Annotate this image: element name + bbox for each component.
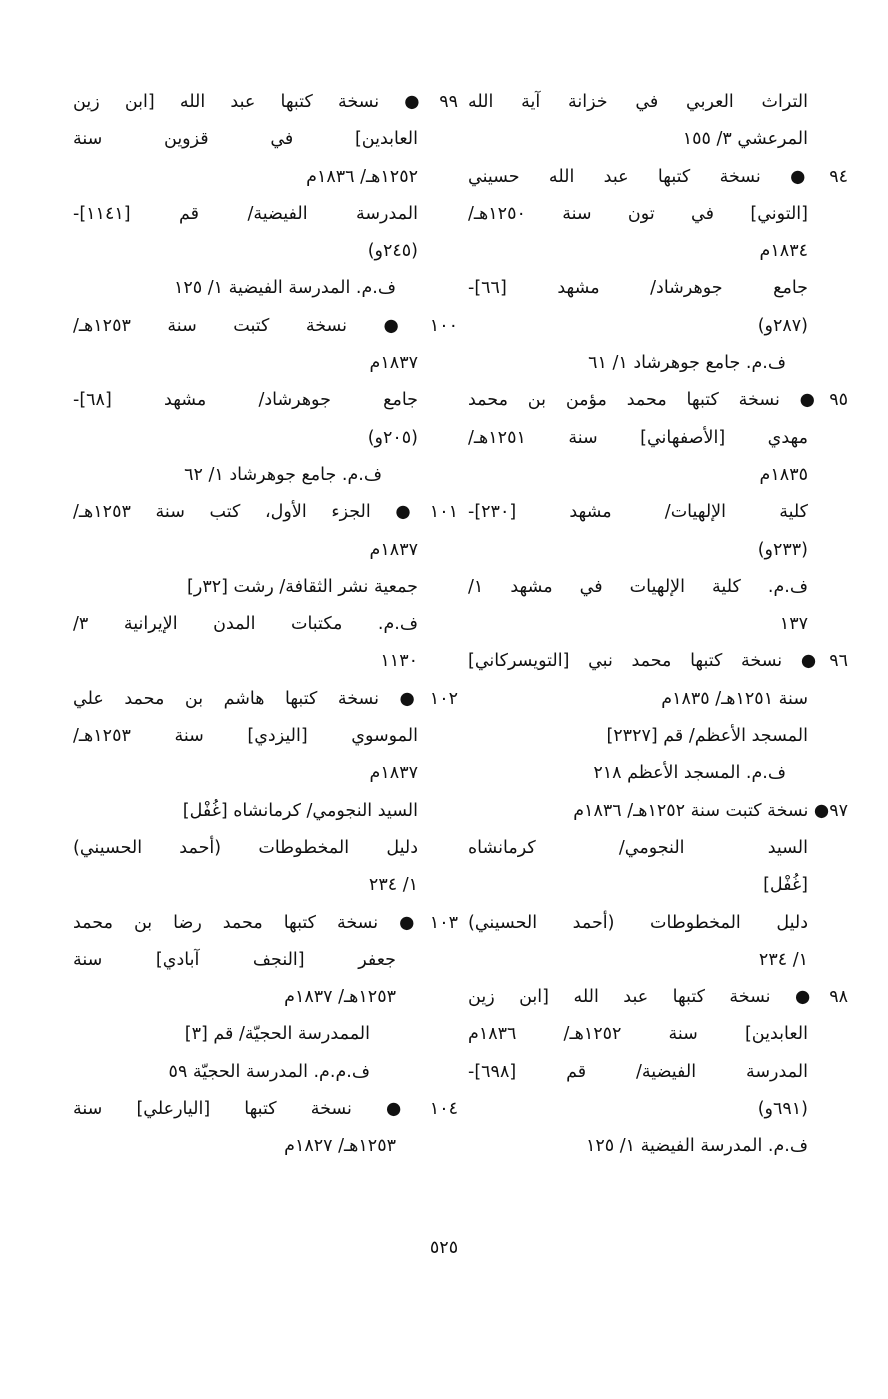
text-line: مهدي [الأصفهاني] سنة ١٢٥١هـ/ [468,427,808,448]
text-line: ١٣٧ [779,614,808,635]
text-line: التراث العربي في خزانة آية الله [468,92,808,112]
text-line: جعفر [النجف آبادي] سنة [73,949,396,970]
entry-heading: ٩٧● نسخة كتبت سنة ١٢٥٢هـ/ ١٨٣٦م [573,800,848,821]
location-line: السيد النجومي/ كرمانشاه [468,837,808,858]
reference-line: دليل المخطوطات (أحمد الحسيني) [73,837,418,858]
left-column [73,84,458,1166]
text-line: [غُفْل] [763,875,808,896]
entry-heading: ١٠٣● نسخة كتبها محمد رضا بن محمد [73,912,458,933]
location-line: جمعية نشر الثقافة/ رشت [٣٢ر] [187,576,418,597]
text-line: ١١٣٠ [380,651,418,672]
text-line: ١٨٣٥م [759,464,808,485]
text-line: (٢٠٥و) [367,427,418,448]
reference-line: ف.م. المسجد الأعظم ٢١٨ [593,763,786,784]
location-line: المسجد الأعظم/ قم [٢٣٢٧] [606,726,808,747]
reference-line: ف.م. المدرسة الفيضية ١/ ١٢٥ [585,1136,808,1157]
text-line: العابدين] سنة ١٢٥٢هـ/ ١٨٣٦م [468,1024,808,1045]
reference-line: ف.م. مكتبات المدن الإيرانية ٣/ [73,614,418,635]
location-line: السيد النجومي/ كرمانشاه [غُفْل] [182,800,418,821]
text-line: ١/ ٢٣٤ [758,949,808,970]
location-line: كلية الإلهيات/ مشهد [٢٣٠]- [468,502,808,523]
text-line: (٢٣٣و) [757,539,808,560]
entry-heading: ١٠٤● نسخة كتبها [اليارعلي] سنة [73,1099,458,1120]
reference-line: ف.م. المدرسة الفيضية ١/ ١٢٥ [173,278,396,299]
text-line: سنة ١٢٥١هـ/ ١٨٣٥م [661,688,808,709]
entry-heading: ٩٨● نسخة كتبها عبد الله [ابن زين [468,987,848,1008]
text-line: ١٨٣٧م [369,353,418,374]
reference-line: ف.م. جامع جوهرشاد ١/ ٦٢ [184,464,382,485]
location-line: المدرسة الفيضية/ قم [٦٩٨]- [468,1061,808,1082]
text-line: ١٢٥٢هـ/ ١٨٣٦م [306,166,418,187]
text-line: ١٨٣٤م [759,241,808,262]
text-line: ١٨٣٧م [369,763,418,784]
location-line: جامع جوهرشاد/ مشهد [٦٦]- [468,278,808,299]
reference-line: ف.م.م. المدرسة الحجيّة ٥٩ [168,1061,370,1082]
text-line: المرعشي ٣/ ١٥٥ [682,129,808,150]
text-line: ١٢٥٣هـ/ ١٨٢٧م [284,1136,396,1157]
reference-line: دليل المخطوطات (أحمد الحسيني) [468,912,808,933]
text-line: ١٢٥٣هـ/ ١٨٣٧م [284,987,396,1008]
text-line: ١٨٣٧م [369,539,418,560]
page-number: ٥٢٥ [429,1238,459,1258]
entry-heading: ١٠١● الجزء الأول، كتب سنة ١٢٥٣هـ/ [73,502,458,523]
entry-heading: ٩٩● نسخة كتبها عبد الله [ابن زين [73,92,458,112]
reference-line: ف.م. كلية الإلهيات في مشهد ١/ [468,576,808,597]
entry-heading: ٩٦● نسخة كتبها محمد نبي [التويسركاني] [468,651,848,672]
location-line: الممدرسة الحجيّة/ قم [٣] [184,1024,370,1045]
entry-heading: ٩٤● نسخة كتبها عبد الله حسيني [468,166,848,187]
text-line: الموسوي [اليزدي] سنة ١٢٥٣هـ/ [73,726,418,747]
entry-heading: ١٠٠● نسخة كتبت سنة ١٢٥٣هـ/ [73,315,458,336]
text-line: (٢٨٧و) [757,315,808,336]
entry-heading: ٩٥● نسخة كتبها محمد مؤمن بن محمد [468,390,848,411]
text-line: العابدين] في قزوين سنة [73,129,418,150]
entry-heading: ١٠٢● نسخة كتبها هاشم بن محمد علي [73,688,458,709]
text-line: (٢٤٥و) [367,241,418,262]
location-line: جامع جوهرشاد/ مشهد [٦٨]- [73,390,418,411]
location-line: المدرسة الفيضية/ قم [١١٤١]- [73,203,418,224]
reference-line: ف.م. جامع جوهرشاد ١/ ٦١ [588,353,786,374]
right-column [468,84,848,1166]
text-line: [التوني] في تون سنة ١٢٥٠هـ/ [468,203,808,224]
text-line: (٦٩١و) [757,1099,808,1120]
text-line: ١/ ٢٣٤ [368,875,418,896]
